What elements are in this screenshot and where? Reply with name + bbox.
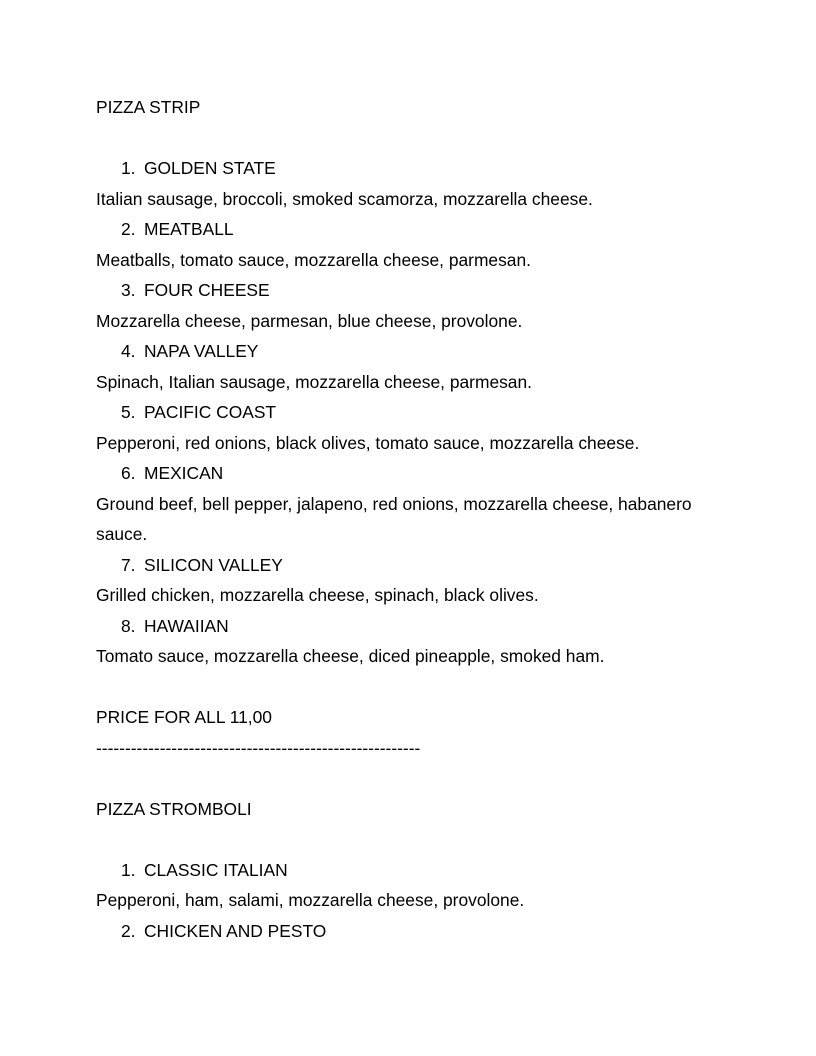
- price-line: PRICE FOR ALL 11,00: [96, 707, 272, 727]
- item-name: NAPA VALLEY: [144, 341, 259, 361]
- item-name: PACIFIC COAST: [144, 402, 277, 422]
- item-name: MEXICAN: [144, 463, 224, 483]
- menu-item-description: Meatballs, tomato sauce, mozzarella cheese, parmesan.: [96, 249, 531, 270]
- item-number: 2.: [121, 219, 136, 239]
- item-number: 5.: [121, 402, 136, 422]
- menu-item-description: Pepperoni, red onions, black olives, tomato sauce, mozzarella cheese.: [96, 432, 640, 453]
- item-number: 8.: [121, 615, 136, 636]
- menu-item-description: Italian sausage, broccoli, smoked scamorza, mozzarella cheese.: [96, 188, 593, 209]
- item-number: 1.: [121, 859, 136, 880]
- menu-item-description: Ground beef, bell pepper, jalapeno, red onions, mozzarella cheese, habanero sauce.: [96, 493, 692, 544]
- item-number: 2.: [121, 920, 136, 941]
- item-name: GOLDEN STATE: [144, 158, 276, 178]
- item-number: 7.: [121, 554, 136, 575]
- blank-line: [96, 127, 720, 158]
- item-name: MEATBALL: [144, 219, 234, 239]
- section-title-pizza-stromboli: PIZZA STROMBOLI: [96, 798, 252, 819]
- item-name: HAWAIIAN: [144, 615, 229, 636]
- menu-item-description: Pepperoni, ham, salami, mozzarella cheese, provolone.: [96, 890, 525, 910]
- menu-item-description: Spinach, Italian sausage, mozzarella cheese, parmesan.: [96, 371, 532, 392]
- item-number: 1.: [121, 158, 136, 178]
- blank-line: [96, 828, 720, 859]
- item-name: FOUR CHEESE: [144, 280, 270, 300]
- menu-item-description: Grilled chicken, mozzarella cheese, spinach, black olives.: [96, 585, 539, 605]
- item-name: CLASSIC ITALIAN: [144, 859, 288, 880]
- menu-item-description: Tomato sauce, mozzarella cheese, diced pineapple, smoked ham.: [96, 646, 605, 666]
- item-number: 3.: [121, 280, 136, 300]
- menu-item-description: Mozzarella cheese, parmesan, blue cheese, provolone.: [96, 310, 523, 331]
- section-divider: --------------------------------------------------------: [96, 737, 421, 758]
- blank-line: [96, 676, 720, 707]
- menu-item-title: [96, 920, 720, 951]
- blank-line: [96, 767, 720, 798]
- item-number: 4.: [121, 341, 136, 361]
- section-title-pizza-strip: PIZZA STRIP: [96, 97, 201, 117]
- item-name: SILICON VALLEY: [144, 554, 283, 575]
- item-number: 6.: [121, 463, 136, 483]
- item-name: CHICKEN AND PESTO: [144, 920, 327, 941]
